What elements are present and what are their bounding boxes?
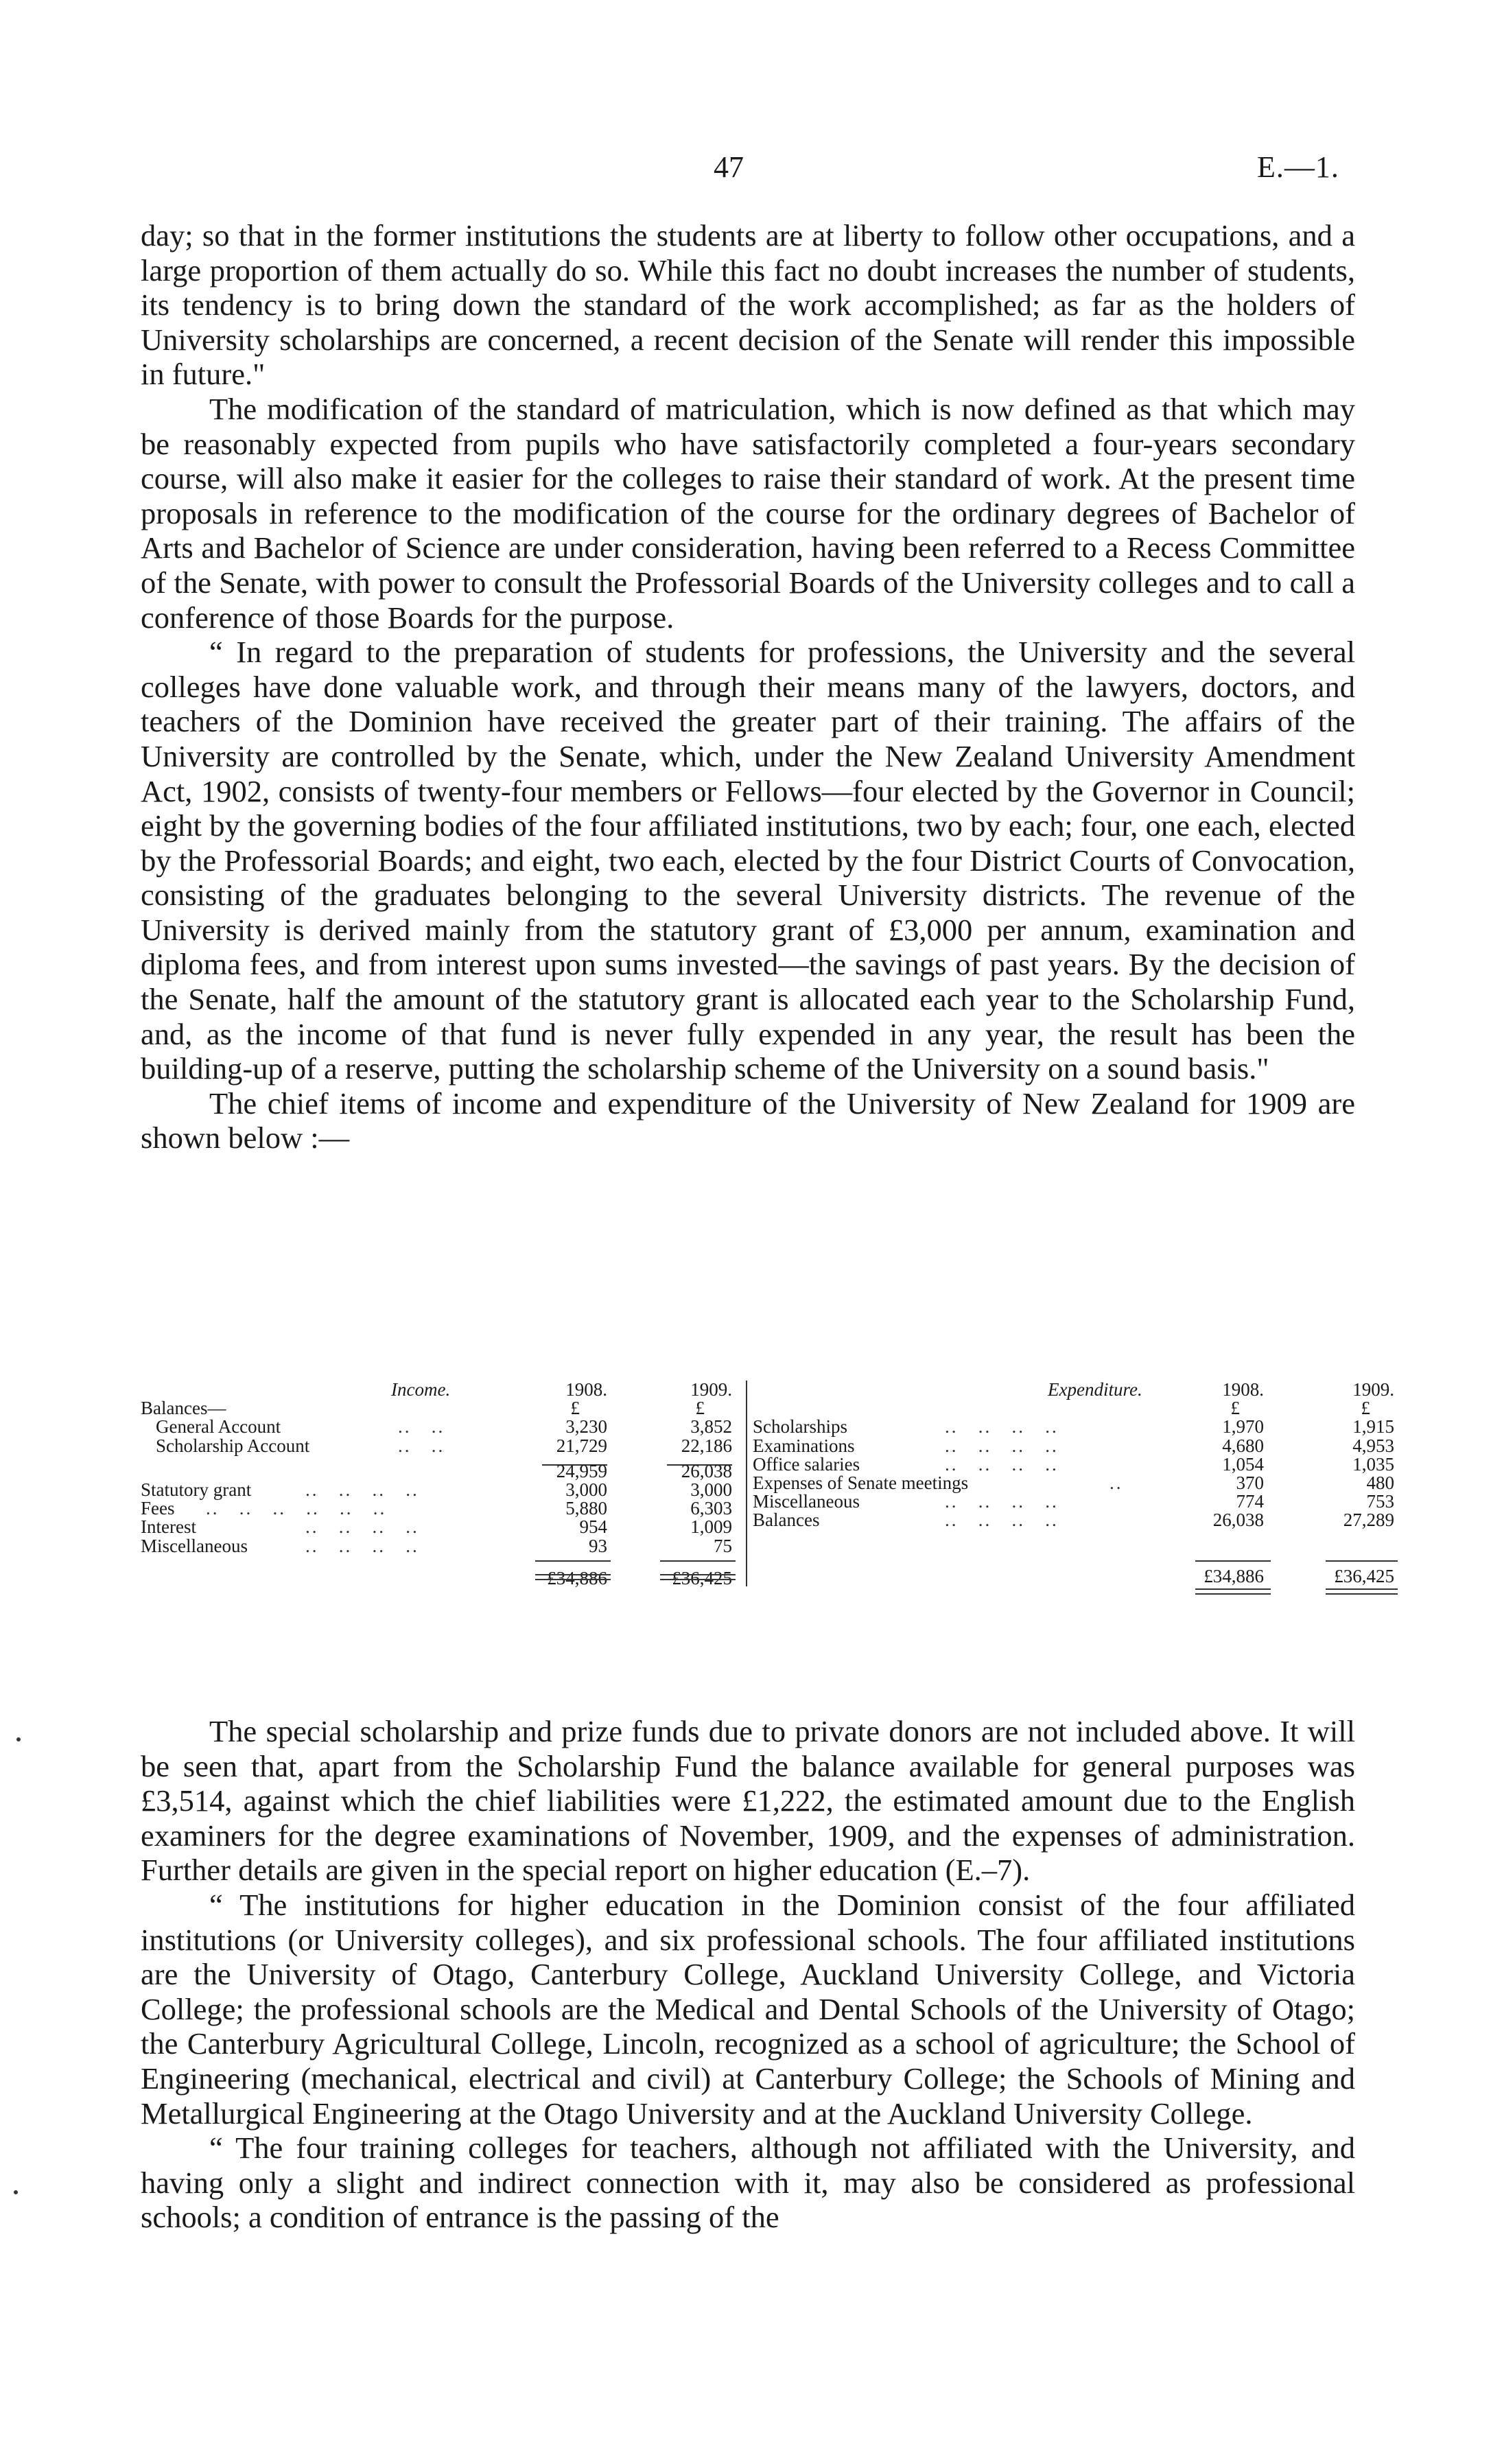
paragraph: day; so that in the former institutions the students are at liberty to follow other occupations, and a large proportion of them actually do so. While this fact no doubt increases the number of students, its tendency is to bring down the standard of the work accomplished; as far as the holders of University scholarships are concerned, a recent decision of the Senate will render this impossible in future." — [141, 218, 1355, 392]
statutory-grant-label: Statutory grant — [141, 1479, 252, 1500]
interest-label: Interest — [141, 1516, 196, 1538]
paragraph: “ In regard to the preparation of students for professions, the University and the several colleges have done valuable work, and through their means many of the lawyers, doctors, and teachers of the Dominion have received the greater part of their training. The affairs of the University are controlled by the Senate, which, under the New Zealand University Amendment Act, 1902, consists of twenty-four members or Fellows—four elected by the Governor in Council; eight by the governing bodies of the four affiliated institutions, two by each; four, one each, elected by the Professorial Boards; and eight, two each, elected by the four District Courts of Convocation, consisting of the graduates belonging to the several University districts. The revenue of the University is derived mainly from the statutory grant of £3,000 per annum, examination and diploma fees, and from interest upon sums invested—the savings of past years. By the decision of the Senate, half the amount of the statutory grant is allocated each year to the Scholarship Fund, and, as the income of that fund is never fully expended in any year, the result has been the building-up of a reserve, putting the scholarship scheme of the University on a sound basis." — [141, 635, 1355, 1086]
paragraph: The chief items of income and expenditure of the University of New Zealand for 1909 are shown below :— — [141, 1086, 1355, 1155]
general-account-1908: 3,230 — [565, 1416, 607, 1438]
margin-mark — [14, 2190, 18, 2194]
leader-dots: .. .. .. .. — [945, 1510, 1059, 1531]
fees-1909: 6,303 — [690, 1498, 732, 1519]
income-col-1909: 1909. — [690, 1379, 732, 1400]
income-misc-1908: 93 — [589, 1535, 607, 1556]
total-rule — [660, 1560, 736, 1562]
unit-1908: £ — [1230, 1398, 1240, 1419]
leader-dots: .. .. — [398, 1416, 445, 1438]
paragraph: The special scholarship and prize funds due to private donors are not included above. It will be seen that, apart from the Scholarship Fund the balance available for general purposes was £3,514, against which the chief liabilities were £1,222, the estimated amount due to the English examiners for the degree examinations of November, 1909, and the expenses of administration. Further details are given in the special report on higher education (E.–7). — [141, 1714, 1355, 1888]
office-salaries-1909: 1,035 — [1352, 1453, 1394, 1475]
unit-1909: £ — [1361, 1398, 1370, 1419]
expenditure-misc-1909: 753 — [1366, 1491, 1394, 1512]
examinations-1909: 4,953 — [1352, 1435, 1394, 1456]
total-double-rule — [535, 1574, 611, 1580]
scholarships-1909: 1,915 — [1352, 1416, 1394, 1438]
leader-dots: .. .. .. .. — [305, 1535, 419, 1556]
statutory-grant-1909: 3,000 — [690, 1479, 732, 1500]
income-col-1908: 1908. — [565, 1379, 607, 1400]
paragraph: The modification of the standard of matriculation, which is now defined as that which may be reasonably expected from pupils who have satisfactorily completed a four-years secondary course, will also make it easier for the colleges to raise their standard of work. At the present time proposals in reference to the modification of the course for the ordinary degrees of Bachelor of Arts and Bachelor of Science are under consideration, having been referred to a Recess Committee of the Senate, with power to consult the Professorial Boards of the University colleges and to call a conference of those Boards for the purpose. — [141, 391, 1355, 635]
interest-1908: 954 — [579, 1516, 607, 1538]
examinations-label: Examinations — [753, 1435, 855, 1456]
income-misc-label: Miscellaneous — [141, 1535, 248, 1556]
page-number: 47 — [714, 150, 744, 184]
expenditure-side — [753, 1379, 1394, 1586]
expenditure-col-1908: 1908. — [1222, 1379, 1264, 1400]
scholarships-label: Scholarships — [753, 1416, 847, 1438]
document-reference: E.—1. — [1257, 150, 1339, 184]
total-double-rule — [660, 1574, 736, 1580]
paragraph: “ The institutions for higher education in the Dominion consist of the four affiliated institutions (or University colleges), and six professional schools. The four affiliated institutions are the University of Otago, Canterbury College, Auckland University College, and Victoria College; the professional schools are the Medical and Dental Schools of the University of Otago; the Canterbury Agricultural College, Lincoln, recognized as a school of agriculture; the School of Engineering (mechanical, electrical and civil) at Canterbury College; the Schools of Mining and Metallurgical Engineering at the Otago University and at the Auckland University College. — [141, 1887, 1355, 2131]
total-double-rule — [1195, 1588, 1271, 1595]
income-total-1908: £34,886 — [547, 1567, 607, 1588]
income-heading: Income. — [391, 1379, 451, 1400]
unit-1908: £ — [570, 1398, 580, 1419]
leader-dots: .. .. .. .. — [305, 1479, 419, 1500]
total-rule — [535, 1560, 611, 1562]
office-salaries-label: Office salaries — [753, 1453, 860, 1475]
income-total-1909: £36,425 — [672, 1567, 732, 1588]
total-double-rule — [1326, 1588, 1398, 1595]
scholarship-account-1908: 21,729 — [556, 1435, 607, 1456]
total-rule — [1195, 1560, 1271, 1562]
scholarship-account-1909: 22,186 — [681, 1435, 732, 1456]
leader-dots: .. .. .. .. — [945, 1435, 1059, 1456]
body-text-top — [141, 218, 1355, 1155]
balances-subtotal-1908: 24,959 — [556, 1460, 607, 1481]
leader-dots: .. .. — [398, 1435, 445, 1456]
leader-dots: .. .. .. .. — [945, 1453, 1059, 1475]
office-salaries-1908: 1,054 — [1222, 1453, 1264, 1475]
paragraph: “ The four training colleges for teachers, although not affiliated with the University, and having only a slight and indirect connection with it, may also be considered as professional schools; a condition of entrance is the passing of the — [141, 2131, 1355, 2235]
expenditure-total-1908: £34,886 — [1204, 1566, 1264, 1586]
scholarships-1908: 1,970 — [1222, 1416, 1264, 1438]
expenditure-misc-label: Miscellaneous — [753, 1491, 860, 1512]
balances-1909: 27,289 — [1343, 1510, 1394, 1531]
expenditure-heading: Expenditure. — [1048, 1379, 1142, 1400]
general-account-label: General Account — [156, 1416, 281, 1438]
fees-1908: 5,880 — [565, 1498, 607, 1519]
senate-meetings-1909: 480 — [1366, 1472, 1394, 1493]
balances-label: Balances — [753, 1510, 820, 1531]
body-text-bottom — [141, 1714, 1355, 2235]
examinations-1908: 4,680 — [1222, 1435, 1264, 1456]
fees-label: Fees — [141, 1498, 175, 1519]
income-misc-1909: 75 — [714, 1535, 732, 1556]
balances-1908: 26,038 — [1212, 1510, 1264, 1531]
statutory-grant-1908: 3,000 — [565, 1479, 607, 1500]
scholarship-account-label: Scholarship Account — [156, 1435, 310, 1456]
margin-mark — [16, 1737, 21, 1741]
leader-dots: .. .. .. .. — [305, 1516, 419, 1538]
senate-meetings-1908: 370 — [1236, 1472, 1264, 1493]
leader-dots: .. .. .. .. — [945, 1491, 1059, 1512]
expenditure-col-1909: 1909. — [1352, 1379, 1394, 1400]
balances-label: Balances— — [141, 1398, 226, 1419]
leader-dots: .. — [1110, 1472, 1123, 1493]
leader-dots: .. .. .. .. .. .. — [206, 1498, 387, 1519]
income-expenditure-table — [141, 1379, 1394, 1588]
balances-subtotal-1909: 26,038 — [681, 1460, 732, 1481]
expenditure-total-1909: £36,425 — [1334, 1566, 1394, 1586]
unit-1909: £ — [695, 1398, 705, 1419]
income-side — [141, 1381, 744, 1588]
table-divider — [746, 1381, 747, 1586]
leader-dots: .. .. .. .. — [945, 1416, 1059, 1438]
expenditure-misc-1908: 774 — [1236, 1491, 1264, 1512]
general-account-1909: 3,852 — [690, 1416, 732, 1438]
interest-1909: 1,009 — [690, 1516, 732, 1538]
total-rule — [1326, 1560, 1398, 1562]
senate-meetings-label: Expenses of Senate meetings — [753, 1472, 969, 1493]
